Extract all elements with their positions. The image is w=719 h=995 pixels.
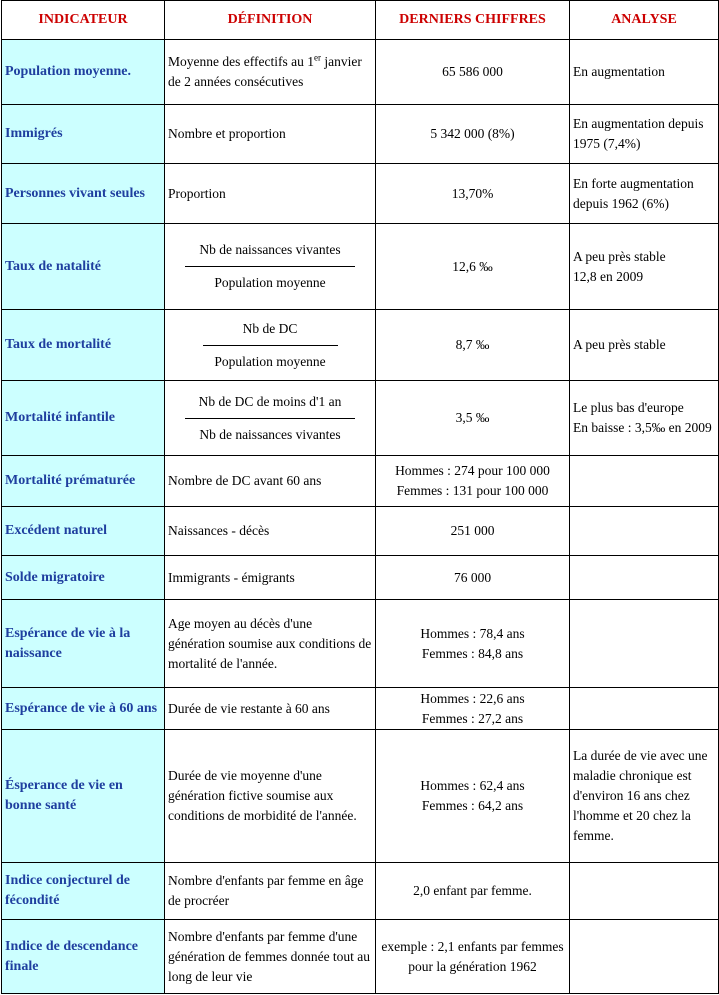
figure-cell: 13,70% — [376, 164, 570, 224]
figure-line-men: Hommes : 22,6 ans — [420, 690, 525, 706]
indicator-cell: Personnes vivant seules — [2, 164, 165, 224]
figure-cell: 8,7 ‰ — [376, 310, 570, 381]
fraction-bar — [185, 418, 355, 419]
header-figures: DERNIERS CHIFFRES — [376, 1, 570, 40]
figure-cell: exemple : 2,1 enfants par femmes pour la génération 1962 — [376, 920, 570, 994]
fraction — [168, 319, 372, 372]
definition-cell: Nombre de DC avant 60 ans — [165, 456, 376, 507]
figure-cell: 2,0 enfant par femme. — [376, 863, 570, 920]
figure-cell — [376, 600, 570, 688]
figure-cell: 76 000 — [376, 556, 570, 600]
analysis-cell: La durée de vie avec une maladie chronique est d'environ 16 ans chez l'homme et 20 chez la femme. — [570, 730, 719, 863]
analysis-cell: En augmentation depuis 1975 (7,4%) — [570, 105, 719, 164]
figure-line-men: Hommes : 274 pour 100 000 — [395, 463, 550, 478]
figure-line-women: Femmes : 131 pour 100 000 — [396, 483, 549, 498]
indicator-cell: Population moyenne. — [2, 40, 165, 105]
figure-cell — [376, 456, 570, 507]
analysis-cell — [570, 507, 719, 556]
table-row — [2, 105, 719, 164]
indicator-cell: Solde migratoire — [2, 556, 165, 600]
indicator-cell: Taux de natalité — [2, 224, 165, 310]
analysis-cell — [570, 688, 719, 730]
analysis-cell — [570, 224, 719, 310]
fraction-cell — [165, 381, 376, 456]
definition-text-cont: janvier de 2 années consécutives — [168, 54, 362, 89]
table-row — [2, 556, 719, 600]
indicator-cell: Indice conjecturel de fécondité — [2, 863, 165, 920]
figure-line-women: Femmes : 84,8 ans — [421, 645, 524, 661]
indicator-cell: Immigrés — [2, 105, 165, 164]
figure-cell: 251 000 — [376, 507, 570, 556]
analysis-cell — [570, 600, 719, 688]
definition-cell: Proportion — [165, 164, 376, 224]
fraction-bar — [203, 345, 338, 346]
header-definition: DÉFINITION — [165, 1, 376, 40]
analysis-cell — [570, 381, 719, 456]
ordinal-superscript: er — [313, 52, 321, 63]
figure-cell: 3,5 ‰ — [376, 381, 570, 456]
fraction-numerator: Nb de DC de moins d'1 an — [198, 393, 342, 409]
analysis-cell: En augmentation — [570, 40, 719, 105]
table-row — [2, 310, 719, 381]
table-row — [2, 600, 719, 688]
fraction-denominator: Population moyenne — [214, 353, 326, 369]
fraction — [168, 392, 372, 445]
definition-text: Moyenne des effectifs au 1 — [168, 54, 314, 69]
analysis-cell — [570, 920, 719, 994]
table-row — [2, 920, 719, 994]
definition-cell: Age moyen au décès d'une génération soumise aux conditions de mortalité de l'année. — [165, 600, 376, 688]
table-row — [2, 456, 719, 507]
analysis-line: A peu près stable — [573, 248, 666, 264]
fraction-denominator: Nb de naissances vivantes — [199, 426, 341, 442]
analysis-line: En baisse : 3,5‰ en 2009 — [573, 420, 712, 435]
table-row — [2, 40, 719, 105]
figure-line-men: Hommes : 78,4 ans — [420, 625, 525, 641]
analysis-line: Le plus bas d'europe — [573, 400, 684, 415]
indicator-cell: Espérance de vie à 60 ans — [2, 688, 165, 730]
analysis-line: 12,8 en 2009 — [573, 268, 644, 284]
analysis-cell — [570, 556, 719, 600]
indicator-cell: Ésperance de vie en bonne santé — [2, 730, 165, 863]
fraction-cell — [165, 224, 376, 310]
indicator-cell: Taux de mortalité — [2, 310, 165, 381]
definition-cell: Nombre et proportion — [165, 105, 376, 164]
fraction — [168, 240, 372, 293]
table-row — [2, 863, 719, 920]
figure-cell: 65 586 000 — [376, 40, 570, 105]
table-row — [2, 164, 719, 224]
figure-cell — [376, 688, 570, 730]
indicator-cell: Indice de descendance finale — [2, 920, 165, 994]
figure-cell: 5 342 000 (8%) — [376, 105, 570, 164]
indicator-cell: Espérance de vie à la naissance — [2, 600, 165, 688]
indicator-cell: Mortalité prématurée — [2, 456, 165, 507]
analysis-cell — [570, 456, 719, 507]
definition-cell: Immigrants - émigrants — [165, 556, 376, 600]
analysis-cell: En forte augmentation depuis 1962 (6%) — [570, 164, 719, 224]
table-row — [2, 730, 719, 863]
demography-table — [1, 0, 719, 994]
indicator-cell: Mortalité infantile — [2, 381, 165, 456]
figure-line-women: Femmes : 64,2 ans — [421, 798, 524, 813]
fraction-denominator: Population moyenne — [214, 275, 326, 290]
analysis-cell: A peu près stable — [570, 310, 719, 381]
table-row — [2, 688, 719, 730]
analysis-cell — [570, 863, 719, 920]
definition-cell: Nombre d'enfants par femme en âge de procréer — [165, 863, 376, 920]
definition-cell: Nombre d'enfants par femme d'une génération de femmes donnée tout au long de leur vie — [165, 920, 376, 994]
header-indicator: INDICATEUR — [2, 1, 165, 40]
table-row — [2, 507, 719, 556]
fraction-cell — [165, 310, 376, 381]
figure-line-women: Femmes : 27,2 ans — [421, 710, 524, 726]
indicator-cell: Excédent naturel — [2, 507, 165, 556]
table-row — [2, 381, 719, 456]
definition-cell: Naissances - décès — [165, 507, 376, 556]
fraction-numerator: Nb de DC — [242, 320, 298, 336]
table-row — [2, 224, 719, 310]
header-row — [2, 1, 719, 40]
fraction-bar — [185, 266, 355, 267]
definition-cell: Durée de vie restante à 60 ans — [165, 688, 376, 730]
figure-cell: 12,6 ‰ — [376, 224, 570, 310]
figure-cell — [376, 730, 570, 863]
definition-cell — [165, 40, 376, 105]
header-analysis: ANALYSE — [570, 1, 719, 40]
figure-line-men: Hommes : 62,4 ans — [420, 778, 525, 793]
definition-cell: Durée de vie moyenne d'une génération fictive soumise aux conditions de morbidité de l'année. — [165, 730, 376, 863]
fraction-numerator: Nb de naissances vivantes — [199, 242, 341, 257]
